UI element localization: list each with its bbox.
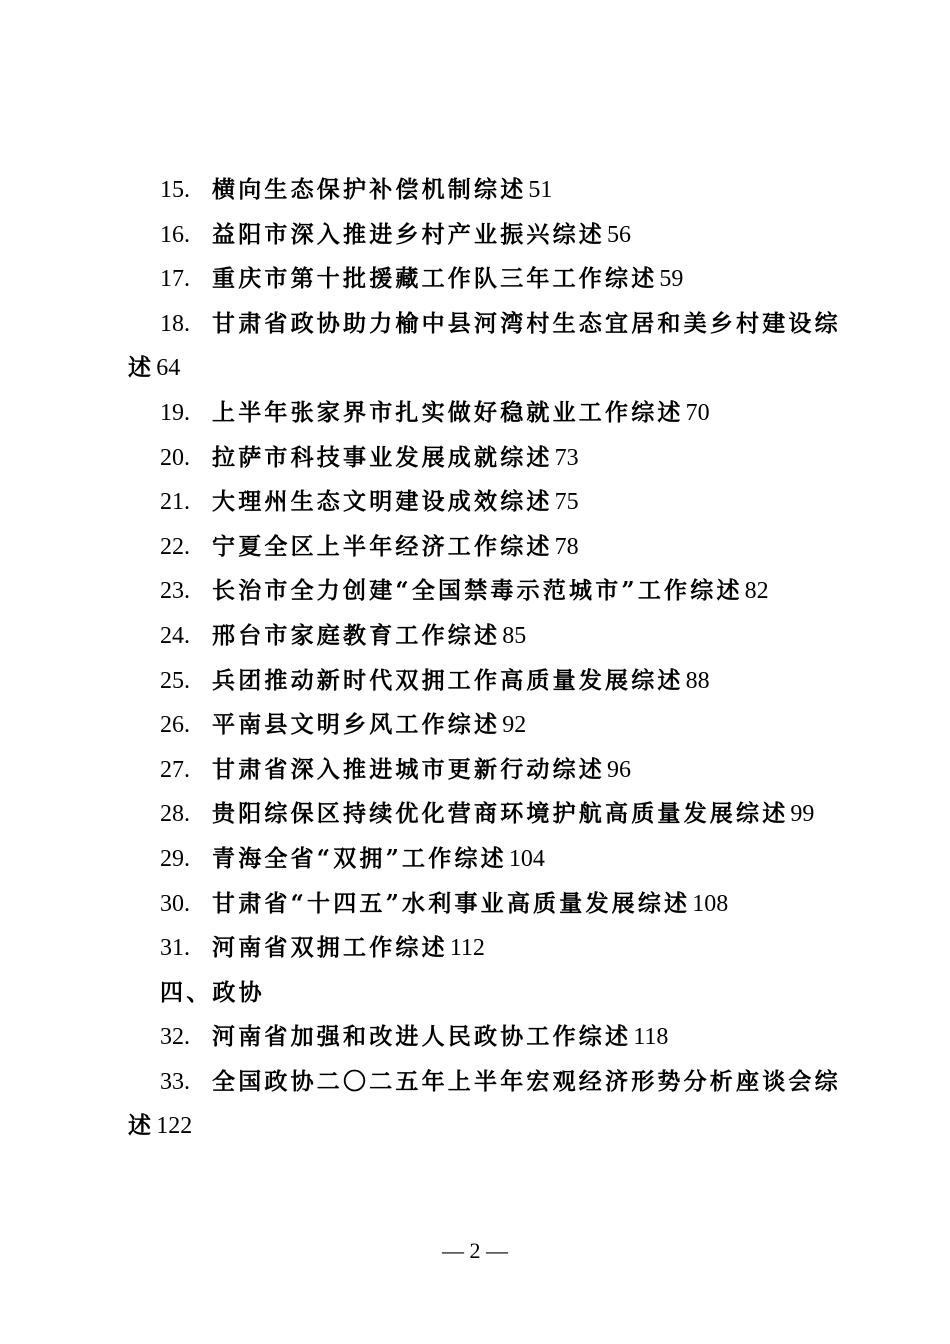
entry-page: 99	[790, 801, 815, 828]
entry-page: 104	[508, 845, 545, 872]
toc-entry	[128, 436, 838, 481]
entry-number: 17.	[160, 266, 190, 293]
entry-page: 96	[607, 756, 631, 783]
table-of-contents	[128, 168, 841, 1149]
entry-number: 32.	[160, 1024, 190, 1051]
toc-entry	[128, 748, 838, 793]
entry-number: 22.	[160, 533, 190, 560]
entry-title: 上半年张家界市扎实做好稳就业工作综述	[212, 398, 684, 426]
entry-title: 全国政协二〇二五年上半年宏观经济形势分析座谈会综	[212, 1067, 841, 1095]
toc-entry	[128, 213, 838, 258]
entry-title: 拉萨市科技事业发展成就综述	[212, 443, 553, 471]
toc-entry	[128, 257, 838, 302]
entry-page: 78	[554, 533, 579, 560]
toc-entry	[128, 659, 838, 704]
entry-title: 益阳市深入推进乡村产业振兴综述	[212, 220, 605, 248]
toc-entry	[128, 391, 838, 436]
toc-entry	[128, 837, 838, 882]
entry-number: 27.	[160, 756, 190, 783]
toc-entry	[128, 1060, 841, 1105]
toc-entry	[128, 614, 838, 659]
entry-title: 甘肃省“十四五”水利事业高质量发展综述	[212, 889, 691, 917]
entry-title: 长治市全力创建“全国禁毒示范城市”工作综述	[212, 577, 743, 605]
entry-page: 64	[156, 355, 181, 382]
entry-title-continuation: 述	[128, 354, 155, 382]
toc-entry	[128, 480, 838, 525]
toc-entry	[128, 882, 838, 927]
toc-entry	[128, 792, 838, 837]
toc-entry	[128, 525, 838, 570]
toc-entry	[128, 302, 841, 347]
entry-page: 51	[528, 177, 553, 203]
entry-page: 88	[685, 667, 710, 694]
entry-title: 宁夏全区上半年经济工作综述	[212, 532, 553, 560]
entry-page: 108	[692, 890, 729, 917]
toc-entry	[128, 168, 838, 213]
section-heading: 四、政协	[160, 978, 265, 1006]
entry-number: 23.	[160, 578, 190, 605]
entry-title: 大理州生态文明建设成效综述	[212, 488, 553, 516]
entry-title: 河南省加强和改进人民政协工作综述	[212, 1023, 632, 1051]
toc-entry	[128, 703, 838, 748]
entry-title: 甘肃省政协助力榆中县河湾村生态宜居和美乡村建设综	[212, 309, 841, 337]
entry-number: 15.	[160, 177, 190, 203]
entry-title: 邢台市家庭教育工作综述	[212, 621, 501, 649]
entry-page: 56	[607, 221, 631, 248]
page-number: — 2 —	[442, 1238, 508, 1263]
entry-page: 73	[554, 444, 579, 471]
entry-number: 18.	[160, 310, 190, 337]
entry-page: 75	[554, 489, 579, 516]
entry-number: 33.	[160, 1068, 190, 1095]
entry-page: 92	[502, 712, 527, 739]
entry-number: 28.	[160, 801, 190, 828]
entry-title: 贵阳综保区持续优化营商环境护航高质量发展综述	[212, 800, 789, 828]
entry-title: 横向生态保护补偿机制综述	[212, 176, 527, 203]
entry-title: 兵团推动新时代双拥工作高质量发展综述	[212, 666, 684, 694]
entry-number: 29.	[160, 845, 190, 872]
entry-page: 122	[156, 1113, 193, 1140]
entry-title: 河南省双拥工作综述	[212, 934, 448, 962]
entry-page: 118	[633, 1024, 669, 1051]
toc-entry	[128, 569, 838, 614]
entry-page: 70	[685, 399, 710, 426]
entry-title: 甘肃省深入推进城市更新行动综述	[212, 755, 605, 783]
entry-number: 19.	[160, 399, 190, 426]
entry-number: 20.	[160, 444, 190, 471]
entry-number: 30.	[160, 890, 190, 917]
entry-number: 25.	[160, 667, 190, 694]
entry-number: 26.	[160, 712, 190, 739]
toc-entry	[128, 1015, 838, 1060]
entry-title: 重庆市第十批援藏工作队三年工作综述	[212, 265, 658, 293]
entry-title: 青海全省“双拥”工作综述	[212, 844, 507, 872]
entry-page: 85	[502, 622, 527, 649]
entry-page: 82	[744, 578, 769, 605]
entry-page: 112	[449, 935, 485, 962]
entry-title-continuation: 述	[128, 1112, 155, 1140]
entry-number: 21.	[160, 489, 190, 516]
entry-page: 59	[659, 266, 684, 293]
toc-entry-continuation	[128, 1104, 838, 1149]
entry-number: 31.	[160, 935, 190, 962]
entry-number: 24.	[160, 622, 190, 649]
entry-number: 16.	[160, 221, 190, 248]
toc-entry	[128, 926, 838, 971]
toc-entry-continuation	[128, 346, 838, 391]
entry-title: 平南县文明乡风工作综述	[212, 711, 501, 739]
